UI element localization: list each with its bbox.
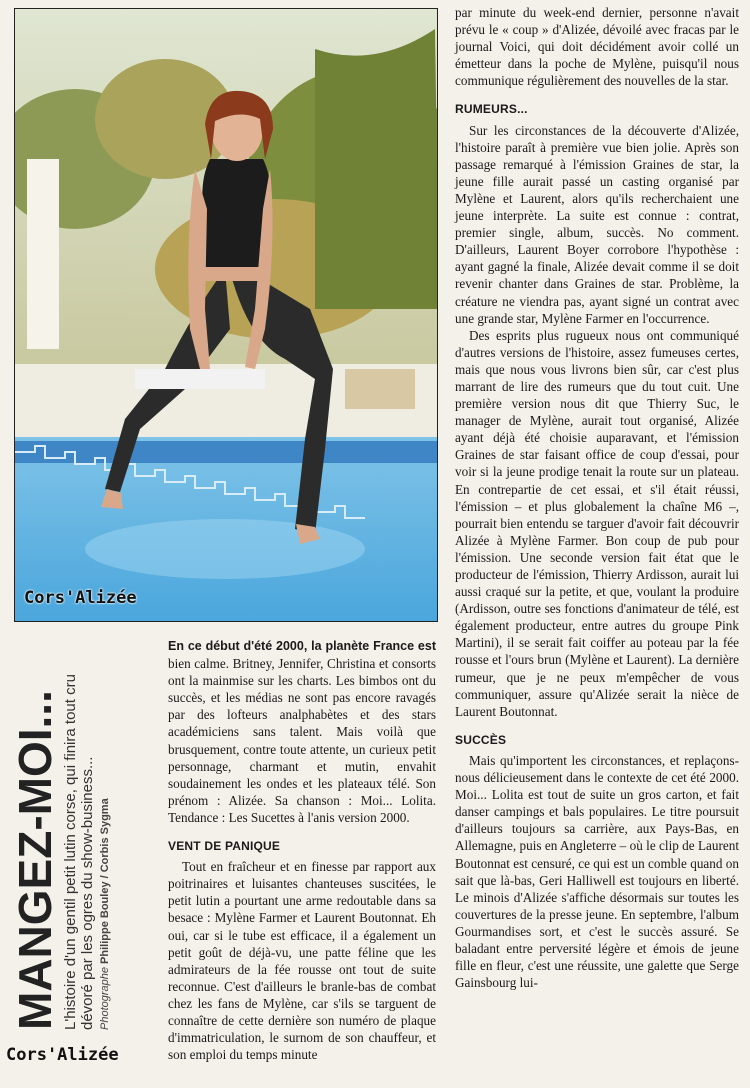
rumeurs-paragraph-2: Des esprits plus rugueux nous ont communiqué d'autres versions de l'histoire, assez fumeuses certes, mais que nous vous livrons bien sûr, car c'est plus marrant de lire des rumeurs que du tout cuit. Une première version nous dit que Thierry Suc, le manager de Mylène, aurait tout organisé, Alizée ayant déjà été choisie auparavant, et l'émission Graines de star faisant office de coup d'essai, pour voir si la jeune prodige tenait la route sur un plateau. En contrepartie de cet essai, et s'il était réussi, l'émission – et plus globalement la chaîne M6 –, pourrait bien entendu se targuer d'avoir fait découvrir Alizée à Mylène Farmer. Bon coup de pub pour l'émission. Une seconde version fait état que le producteur de l'émission, Thierry Ardisson, aurait lui aussi craqué sur la petite, et que, voulant la produire (Ardisson, outre ses fonctions d'animateur de télé, est également producteur, entre autres du groupe Pink Martini), il se serait fait coiffer au poteau par la fée rousse et l'ours brun (Mylène et Laurent). La dernière rumeur, que je ne peux m'empêcher de vous communiquer, assure qu'Alizée serait la nièce de Laurent Boutonnat. — [455, 327, 739, 719]
rumeurs-paragraph-1: Sur les circonstances de la découverte d'Alizée, l'histoire paraît à première vue bien jolie. Après son passage remarqué à l'émission Graines de star, la jeune fille aurait passé un casting organisé par Mylène et Laurent, alors qu'ils recherchaient une jeune interprète. La suite est connue : contrat, premier single, album, succès. No comment. D'ailleurs, Laurent Boyer corrobore l'hypothèse : ayant gagné la finale, Alizée devait comme il se doit revenir chanter dans Graines de star. Problème, la créature ne viendra pas, ayant signé un contrat avec une grande star, Mylène Farmer en l'occurrence. — [455, 122, 739, 326]
column-right — [455, 4, 739, 991]
article-title: MANGEZ-MOI... — [9, 690, 61, 1030]
photo-credit-prefix: Photographe — [99, 967, 111, 1030]
intro-text: bien calme. Britney, Jennifer, Christina et consorts ont la mainmise sur les charts. Les bimbos ont du succès, et les médias ne sont pas encore ravagés par des lofteurs analphabètes et des stars académiciens sans talent. Mais voilà que brusquement, contre toute attente, un curieux petit personnage, charmant et mutin, envahit soudainement les ondes et les plateaux télé. Son prénom : Alizée. Sa chanson : Moi... Lolita. Tendance : Les Sucettes à l'anis version 2000. — [168, 656, 436, 825]
continued-paragraph: par minute du week-end dernier, personne n'avait prévu le « coup » d'Alizée, dévoilé avec fracas par le journal Voici, qui doit décidément avoir collé un émetteur dans la poche de Mylène, puisqu'il nous communique régulièrement des nouvelles de la star. — [455, 5, 739, 89]
photo-credit — [99, 630, 111, 1030]
photo-illustration — [15, 9, 438, 622]
vertical-title-block — [9, 630, 128, 1030]
article-photo — [14, 8, 438, 622]
heading-vent-de-panique: VENT DE PANIQUE — [168, 839, 281, 854]
heading-rumeurs: RUMEURS... — [455, 102, 528, 117]
heading-succes: SUCCÈS — [455, 732, 507, 747]
panique-paragraph: Tout en fraîcheur et en finesse par rapport aux poitrinaires et luisantes chanteuses suscitées, le petit lutin a pourtant une arme redoutable dans sa besace : Mylène Farmer et Laurent Boutonnat. Eh oui, car si le tube est efficace, il a également un petit goût de déjà-vu, une patte féline que les admirateurs de la fée rousse ont tout de suite reconnue. C'est d'ailleurs le branle-bas de combat chez les fans de Mylène, car s'ils se targuent de connaître de cette dernière son numéro de plaque d'immatriculation, le surnom de son chauffeur, et son emploi du temps minute — [168, 859, 436, 1063]
intro-paragraph — [168, 637, 436, 826]
intro-bold: En ce début d'été 2000, la planète France est — [168, 639, 436, 653]
watermark-photo: Cors'Alizée — [24, 588, 137, 608]
article-subtitle: L'histoire d'un gentil petit lutin corse, qui finira tout cru dévoré par les ogres du show-business... — [62, 674, 96, 1030]
succes-paragraph: Mais qu'importent les circonstances, et replaçons-nous délicieusement dans le contexte de cet été 2000. Moi... Lolita est tout de suite un gros carton, et fait danser campings et bals populaires. Le titre poursuit d'ailleurs toujours sa carrière, aux Pays-Bas, en Allemagne, puis en Angleterre – où le clip de Laurent Boutonnat est censuré, ce qui est un comble quand on sait que là-bas, Geri Halliwell est toujours en liberté. Le minois d'Alizée s'affiche désormais sur toutes les couvertures de la presse jeune. En septembre, l'album Gourmandises sort, et c'est le succès assuré. Se baladant entre perversité légère et émois de jeune fille en fleur, c'est une réussite, une galette que Serge Gainsbourg lui- — [455, 752, 739, 991]
photo-credit-name: Philippe Bouley / Corbis Sygma — [99, 798, 111, 964]
watermark-bottom: Cors'Alizée — [6, 1045, 119, 1065]
column-left — [168, 637, 436, 1063]
